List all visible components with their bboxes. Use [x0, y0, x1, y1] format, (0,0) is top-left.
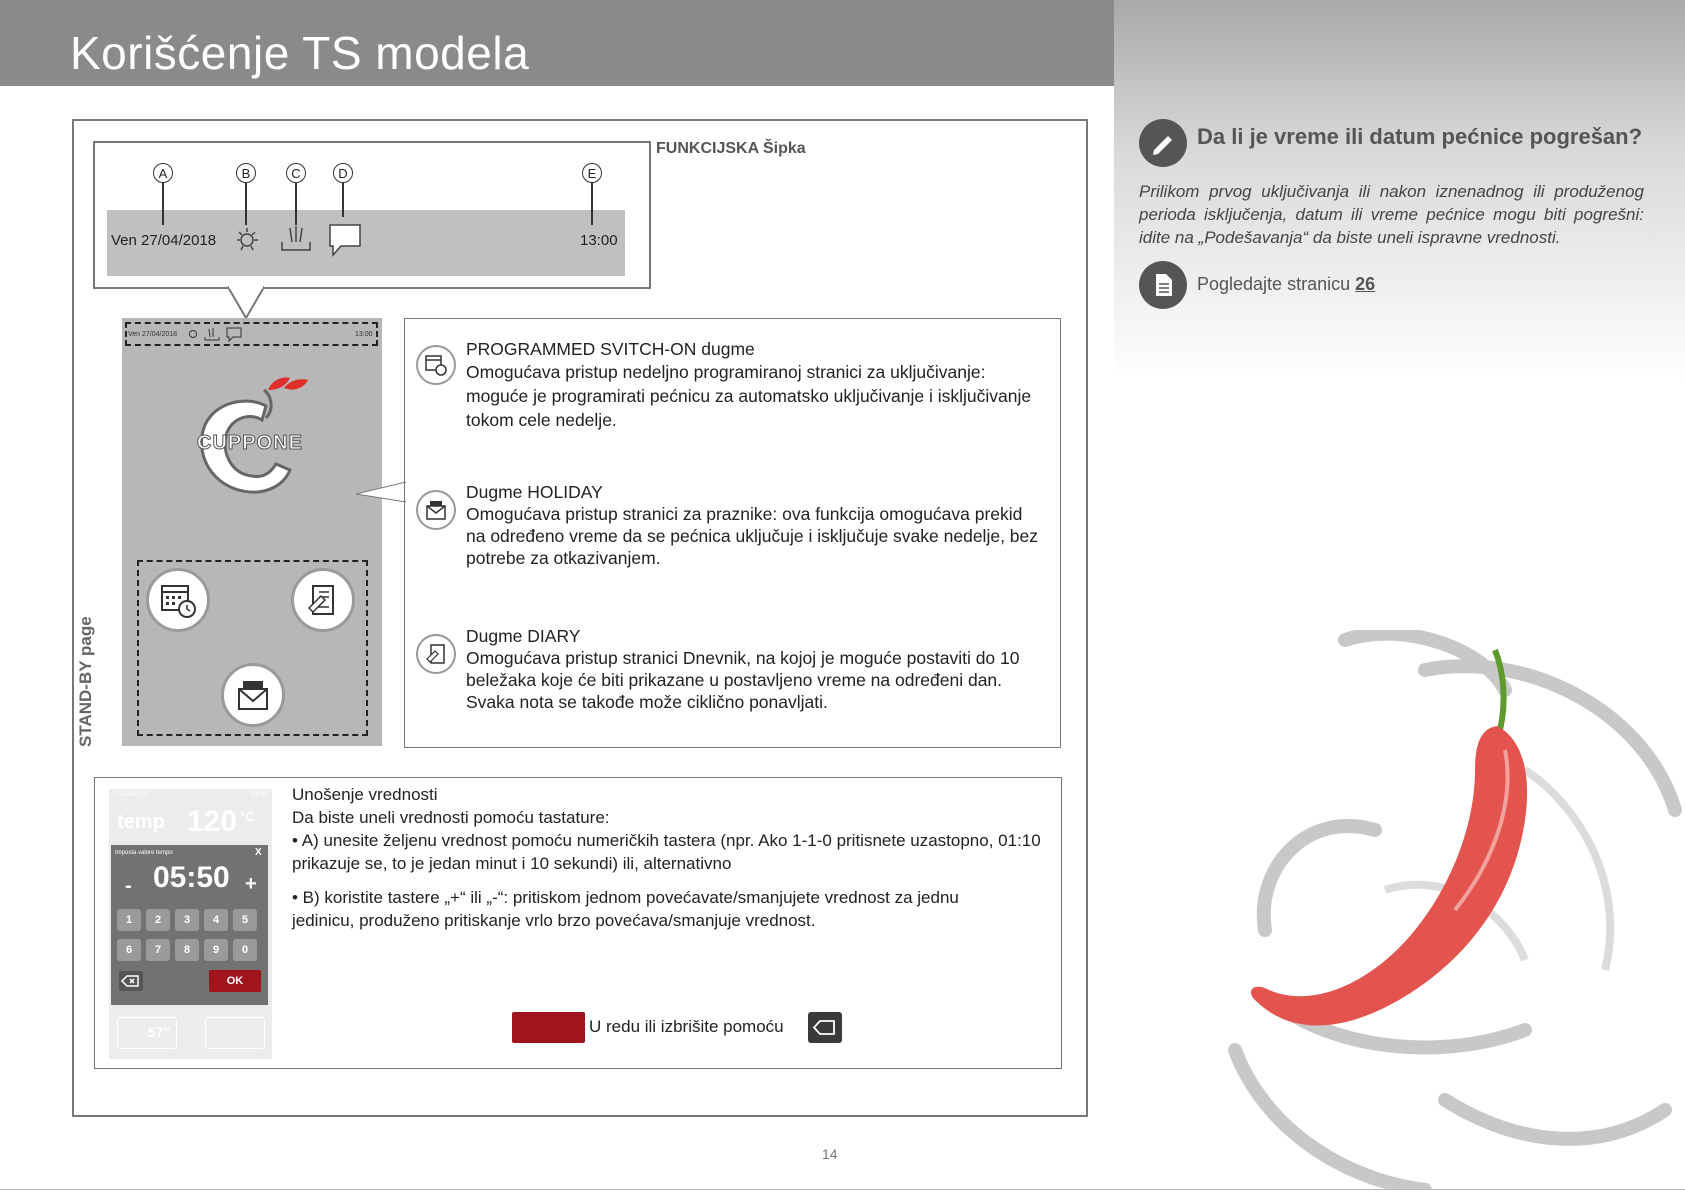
- mini-date: Ven 27/04/2018: [128, 331, 178, 338]
- keypad-bottom-value: 57": [148, 1024, 171, 1040]
- page-reference-text: Pogledajte stranicu: [1197, 274, 1351, 294]
- keypad-temp-unit: °C: [240, 809, 255, 824]
- holiday-title: Dugme HOLIDAY: [466, 482, 603, 502]
- holiday-button[interactable]: [221, 663, 285, 727]
- keypad-plus-button[interactable]: +: [245, 873, 257, 895]
- keypad-header-date: 27/04/2018: [113, 791, 149, 798]
- document-badge: [1139, 261, 1187, 309]
- key-2[interactable]: 2: [146, 909, 170, 931]
- diary-button[interactable]: [291, 568, 355, 632]
- page-number: 14: [822, 1146, 838, 1162]
- function-bar-title: FUNKCIJSKA Šipka: [656, 140, 806, 157]
- bar-date: Ven 27/04/2018: [111, 232, 217, 249]
- envelope-icon: [233, 675, 273, 715]
- callout-pointer: [228, 286, 264, 320]
- value-entry-text: [292, 783, 1052, 932]
- sidebar-paragraph: Prilikom prvog uključivanja ili nakon iznenadnog ili produženog perioda isključenja, datum ili vreme pećnice mogu biti pogrešni: idite na „Podešavanja“ da biste uneli ispravne vrednosti.: [1139, 182, 1644, 247]
- diary-title: Dugme DIARY: [466, 626, 581, 646]
- key-5[interactable]: 5: [233, 909, 257, 931]
- keypad-dialog-title: Imposta valore tempo: [115, 850, 173, 856]
- notes-icon: [303, 580, 343, 620]
- key-7[interactable]: 7: [146, 939, 170, 961]
- calendar-clock-icon-small: [416, 345, 456, 385]
- page-reference-link[interactable]: 26: [1355, 274, 1376, 294]
- keypad-bottom-tile-left: [117, 1017, 177, 1049]
- steam-icon: [280, 224, 312, 254]
- light-icon: [233, 224, 263, 254]
- label-d: D: [333, 163, 353, 183]
- value-entry-intro: Da biste uneli vrednosti pomoću tastature:: [292, 808, 610, 827]
- bar-time: 13:00: [580, 232, 618, 249]
- sidebar-heading: Da li je vreme ili datum pećnice pogrešan?: [1197, 124, 1643, 149]
- page-title: Korišćenje TS modela: [70, 27, 530, 79]
- description-pointer: [356, 480, 406, 504]
- calendar-clock-icon: [158, 580, 198, 620]
- label-a: A: [153, 163, 173, 183]
- value-entry-title: Unošenje vrednosti: [292, 785, 438, 804]
- keypad-value: 05:50: [153, 861, 230, 894]
- key-8[interactable]: 8: [175, 939, 199, 961]
- keypad-header-time: 13:00: [250, 791, 268, 798]
- programmed-switch-on-body: Omogućava pristup nedeljno programiranoj stranici za uključivanje: moguće je programirati pećnicu za automatsko uključivanje i isključivanje tokom cele nedelje.: [466, 362, 1032, 430]
- holiday-body: Omogućava pristup stranici za praznike: ova funkcija omogućava prekid na određeno vreme da se pećnica uključuje i isključuje svake nedelje, bez potrebe za otkazivanjem.: [466, 504, 1039, 568]
- notes-icon-small: [416, 634, 456, 674]
- backspace-icon: [119, 971, 143, 991]
- value-entry-point-b: • B) koristite tastere „+“ ili „-“: pritiskom jednom povećavate/smanjujete vrednost za jednu jedinicu, produženo pritiskanje vrlo brzo povećava/smanjuje vrednost.: [292, 888, 959, 930]
- programmed-switch-on-button[interactable]: [146, 568, 210, 632]
- cuppone-logo-text: CUPPONE: [197, 432, 303, 454]
- keypad-minus-button[interactable]: -: [125, 875, 132, 897]
- mini-time: 13:00: [355, 331, 373, 338]
- document-icon: [1148, 270, 1178, 300]
- keypad-bottom-tile-right: [205, 1017, 265, 1049]
- keypad-row-2: [117, 939, 257, 961]
- label-c: C: [286, 163, 306, 183]
- holiday-description: [466, 481, 1046, 569]
- label-b: B: [236, 163, 256, 183]
- pencil-icon: [1148, 128, 1178, 158]
- message-icon: [327, 222, 363, 258]
- keypad-row-1: [117, 909, 257, 931]
- pencil-badge: [1139, 119, 1187, 167]
- ok-swatch: [512, 1012, 585, 1043]
- keypad-temp-value: 120: [187, 805, 238, 838]
- backspace-icon: [808, 1012, 842, 1043]
- leader-line-e: [591, 183, 593, 225]
- mini-status-icons: [185, 326, 245, 342]
- keypad-close-button[interactable]: X: [255, 847, 262, 858]
- label-e: E: [582, 163, 602, 183]
- leader-line-b: [245, 183, 247, 225]
- keypad-screen: [109, 789, 272, 1059]
- standby-page-label: STAND-BY page: [76, 616, 95, 747]
- chili-pepper-illustration: [1225, 630, 1685, 1190]
- leader-line-c: [295, 183, 297, 225]
- key-6[interactable]: 6: [117, 939, 141, 961]
- bottom-rule: [0, 1189, 1685, 1190]
- key-3[interactable]: 3: [175, 909, 199, 931]
- value-entry-point-a: • A) unesite željenu vrednost pomoću numeričkih tastera (npr. Ako 1-1-0 pritisnete uzastopno, 01:10 prikazuje se, to je jedan minut i 10 sekundi) ili, alternativno: [292, 831, 1041, 873]
- keypad-backspace-button[interactable]: [119, 971, 143, 991]
- programmed-switch-on-title: PROGRAMMED SVITCH-ON dugme: [466, 339, 755, 359]
- envelope-icon-small: [416, 490, 456, 530]
- diary-description: [466, 625, 1046, 713]
- delete-key-swatch: [808, 1012, 842, 1043]
- key-4[interactable]: 4: [204, 909, 228, 931]
- keypad-ok-button[interactable]: OK: [209, 970, 261, 992]
- keypad-temp-label: temp: [117, 811, 165, 833]
- leader-line-d: [342, 183, 344, 217]
- ok-delete-text: U redu ili izbrišite pomoću: [589, 1017, 784, 1036]
- key-1[interactable]: 1: [117, 909, 141, 931]
- key-9[interactable]: 9: [204, 939, 228, 961]
- page-reference: [1197, 274, 1375, 295]
- programmed-switch-on-description: [466, 338, 1046, 432]
- leader-line-a: [162, 183, 164, 225]
- key-0[interactable]: 0: [233, 939, 257, 961]
- diary-body: Omogućava pristup stranici Dnevnik, na kojoj je moguće postaviti do 10 beležaka koje će biti prikazane u postavljeno vreme na određeni dan. Svaka nota se takođe može ciklično ponavljati.: [466, 648, 1020, 712]
